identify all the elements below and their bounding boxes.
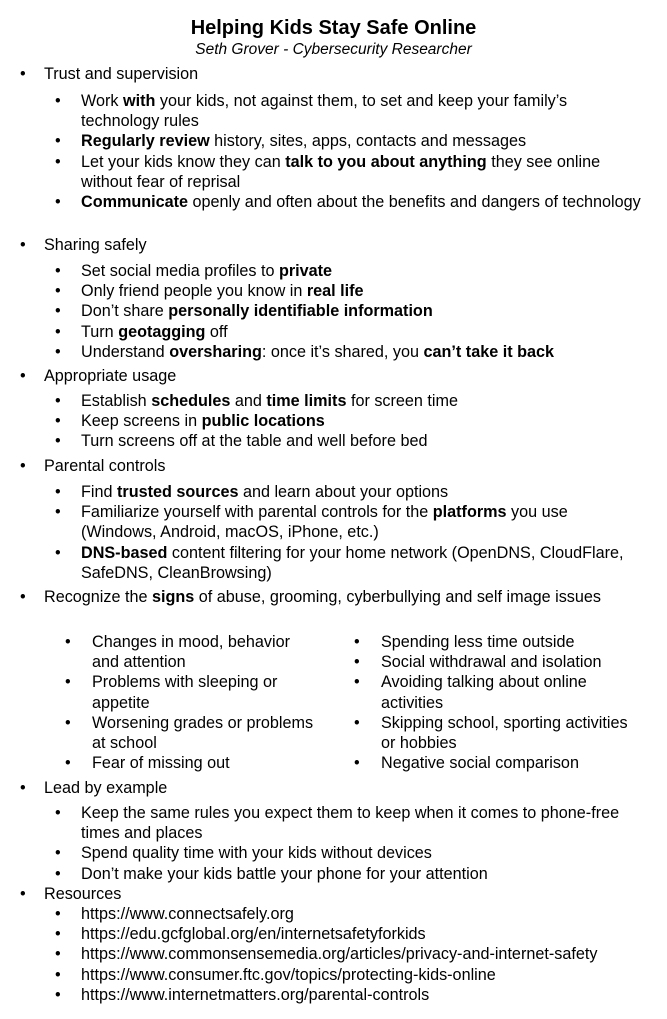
bold-run: DNS-based: [81, 543, 168, 562]
section-heading-sharing: [44, 235, 644, 255]
bold-run: Regularly review: [81, 132, 210, 151]
bold-run: can’t take it back: [423, 342, 554, 361]
list-item: [81, 342, 641, 362]
list-item: [81, 261, 641, 281]
text-run: Turn: [81, 322, 119, 341]
text-run: for screen time: [346, 392, 459, 410]
bold-run: oversharing: [169, 342, 262, 361]
list-item: [81, 543, 641, 583]
bold-run: private: [278, 262, 333, 280]
list-item: [81, 91, 641, 131]
text-run: Find: [81, 483, 117, 501]
text-run: Only friend people you know in: [81, 282, 307, 301]
heading-text: Recognize the: [44, 588, 152, 606]
heading-text: Parental controls: [44, 457, 166, 475]
bold-run: talk to you about anything: [285, 152, 487, 171]
text-run: Let your kids know they can: [81, 152, 286, 171]
bold-run: trusted sources: [117, 483, 239, 501]
text-run: off: [205, 322, 228, 341]
heading-text: Appropriate usage: [44, 367, 177, 385]
list-item: • Negative social comparison: [381, 753, 643, 773]
list-item: • Keep the same rules you expect them to keep when it comes to phone-free times and places: [81, 803, 637, 843]
document-subtitle: Seth Grover - Cybersecurity Researcher: [195, 41, 472, 58]
list-item: [81, 431, 641, 451]
bold-run: with: [122, 92, 156, 110]
resource-link[interactable]: • https://www.consumer.ftc.gov/topics/protecting-kids-online: [81, 965, 661, 985]
lead-list: [81, 803, 637, 884]
bold-run: Communicate: [81, 193, 189, 212]
text-run: history, sites, apps, contacts and messages: [209, 132, 527, 151]
text-run: Familiarize yourself with parental controls for the: [81, 503, 433, 522]
list-item: • Avoiding talking about online activities: [381, 672, 643, 712]
text-run: openly and often about the benefits and dangers of technology: [188, 193, 641, 212]
text-run: your kids, not against them, to set and keep your family’s technology rules: [81, 92, 568, 131]
list-item: [81, 192, 641, 212]
heading-text: Sharing safely: [44, 236, 147, 254]
list-item: [81, 301, 641, 321]
text-run: Turn screens off at the table and well before bed: [81, 432, 428, 451]
text-run: content filtering for your home network (OpenDNS, CloudFlare, SafeDNS, CleanBrowsing): [81, 543, 624, 582]
list-item: • Don’t make your kids battle your phone for your attention: [81, 864, 637, 884]
text-run: : once it’s shared, you: [261, 342, 424, 361]
list-item: • Worsening grades or problems at school: [92, 713, 320, 753]
heading-text: of abuse, grooming, cyberbullying and self image issues: [194, 588, 601, 606]
list-item: [81, 482, 641, 502]
list-item: • Changes in mood, behavior and attention: [92, 632, 320, 672]
text-run: you use (Windows, Android, macOS, iPhone, etc.): [81, 503, 568, 542]
signs-list-right: [381, 632, 643, 773]
list-item: • Problems with sleeping or appetite: [92, 672, 320, 712]
list-item: • Spend quality time with your kids without devices: [81, 843, 637, 863]
section-heading-resources: [44, 884, 644, 904]
bold-run: real life: [306, 282, 364, 301]
resource-link[interactable]: • https://edu.gcfglobal.org/en/internetsafetyforkids: [81, 924, 661, 944]
text-run: they see online without fear of reprisal: [81, 152, 601, 191]
text-run: Establish: [81, 392, 152, 410]
section-heading-trust: [44, 64, 644, 84]
list-item: [81, 152, 641, 192]
list-item: • Spending less time outside: [381, 632, 643, 652]
list-item: [81, 281, 641, 301]
text-run: Keep screens in: [81, 412, 202, 431]
list-item: [81, 411, 641, 431]
list-item: [81, 391, 641, 411]
bold-run: time limits: [266, 392, 347, 410]
resource-link[interactable]: • https://www.commonsensemedia.org/articles/privacy-and-internet-safety: [81, 944, 661, 964]
bold-run: personally identifiable information: [168, 302, 433, 321]
heading-text: Resources: [44, 885, 122, 903]
document-title: Helping Kids Stay Safe Online: [190, 17, 477, 39]
bold-run: signs: [152, 588, 195, 606]
heading-text: Trust and supervision: [44, 65, 199, 83]
usage-list: [81, 391, 641, 452]
heading-text: Lead by example: [44, 779, 168, 797]
resources-list: [81, 904, 661, 1005]
signs-list-left: [92, 632, 320, 773]
list-item: • Skipping school, sporting activities or hobbies: [381, 713, 643, 753]
section-heading-signs: [44, 587, 604, 607]
list-item: [81, 322, 641, 342]
text-run: Don’t share: [81, 302, 169, 321]
sharing-list: [81, 261, 641, 362]
bold-run: public locations: [201, 412, 325, 431]
section-heading-lead: [44, 778, 644, 798]
resource-link[interactable]: • https://www.connectsafely.org: [81, 904, 661, 924]
text-run: and: [230, 392, 267, 410]
list-item: [81, 502, 641, 542]
text-run: Work: [81, 92, 123, 110]
trust-list: [81, 91, 641, 212]
section-heading-usage: [44, 366, 644, 386]
text-run: and learn about your options: [238, 483, 449, 501]
list-item: [81, 131, 641, 151]
list-item: • Fear of missing out: [92, 753, 320, 773]
bold-run: platforms: [432, 503, 507, 522]
parental-list: [81, 482, 641, 583]
resource-link[interactable]: • https://www.internetmatters.org/parental-controls: [81, 985, 661, 1005]
section-heading-parental: [44, 456, 644, 476]
bold-run: schedules: [151, 392, 231, 410]
text-run: Understand: [81, 342, 170, 361]
bold-run: geotagging: [118, 322, 206, 341]
text-run: Set social media profiles to: [81, 262, 279, 280]
list-item: • Social withdrawal and isolation: [381, 652, 643, 672]
